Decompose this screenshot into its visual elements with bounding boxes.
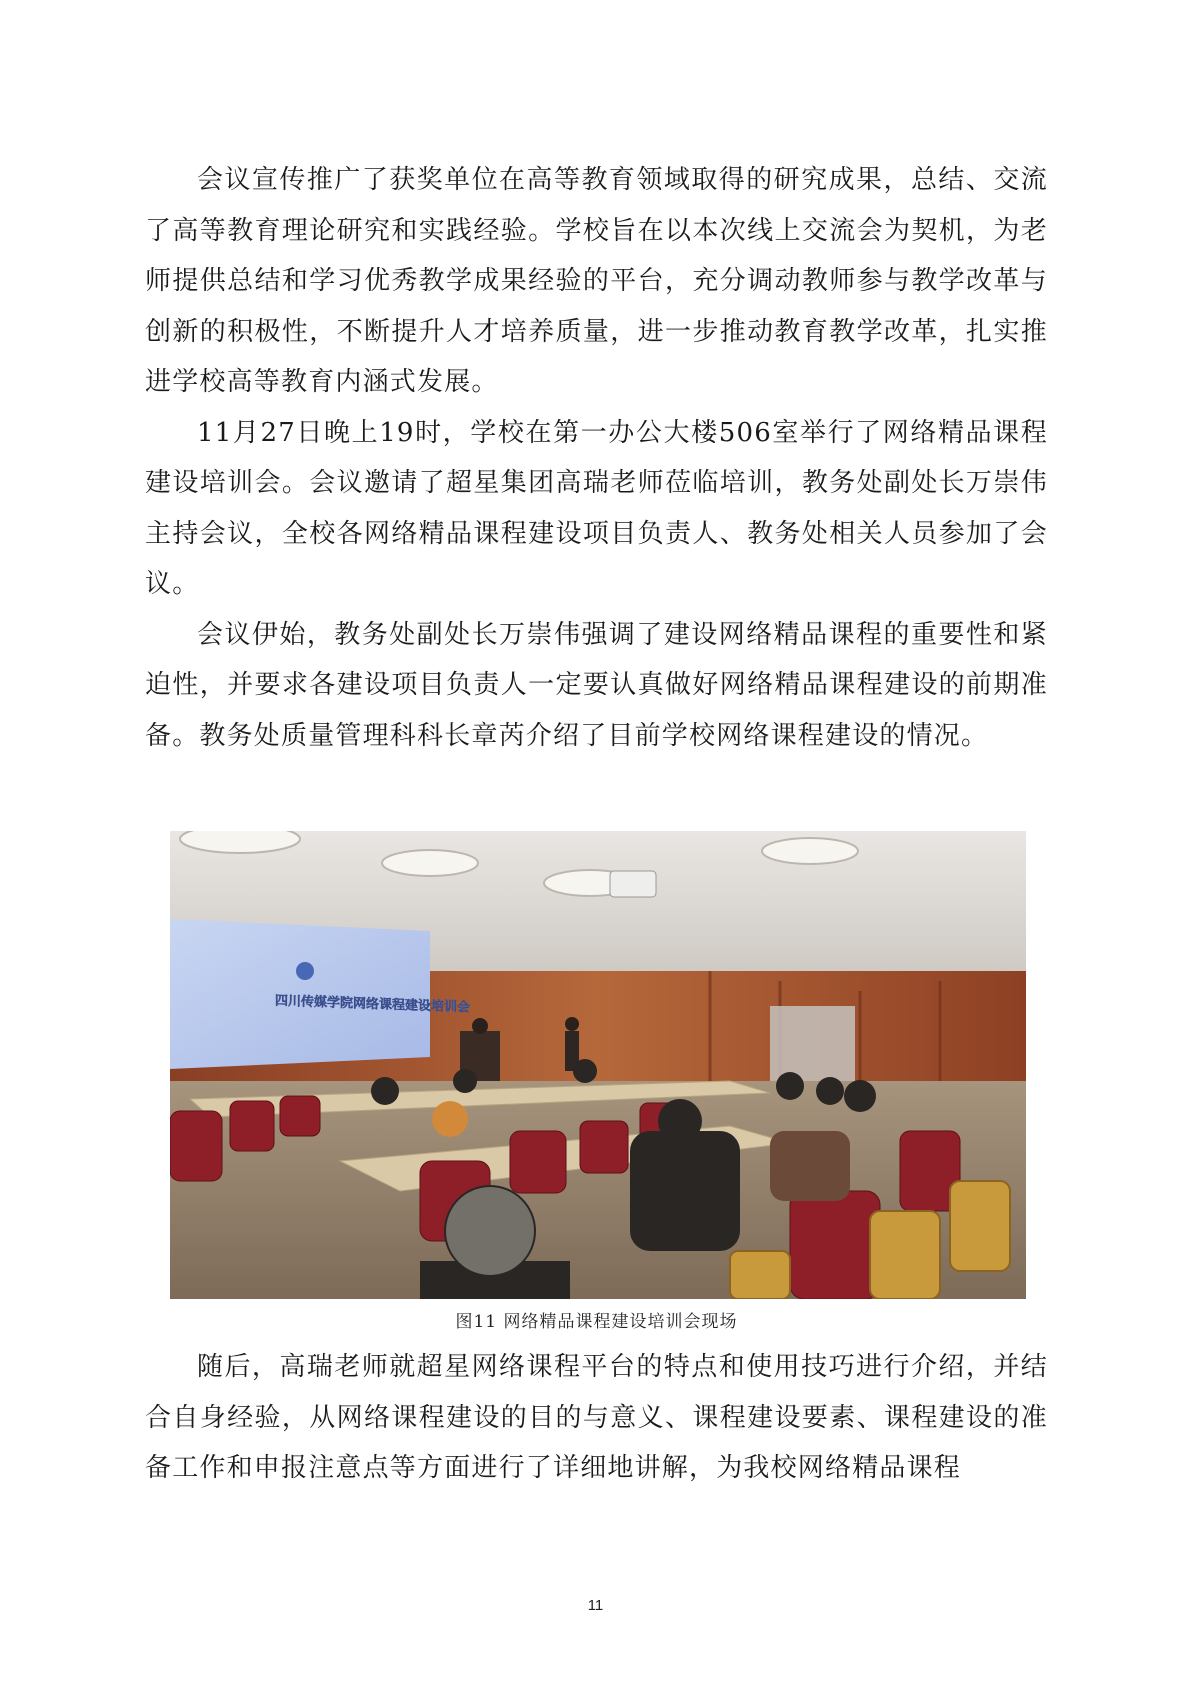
page-number: 11 — [587, 1597, 604, 1614]
screen-title: 四川传媒学院网络课程建设培训会 — [275, 993, 470, 1016]
meeting-photo — [170, 831, 1026, 1299]
paragraph-1: 会议宣传推广了获奖单位在高等教育领域取得的研究成果，总结、交流了高等教育理论研究和实践经验。学校旨在以本次线上交流会为契机，为老师提供总结和学习优秀教学成果经验的平台，充分调动教师参与教学改革与创新的积极性，不断提升人才培养质量，进一步推动教育教学改革，扎实推进学校高等教育内涵式发展。 — [145, 165, 1048, 397]
figure-caption: 图11 网络精品课程建设培训会现场 — [455, 1312, 738, 1332]
paragraph-3: 会议伊始，教务处副处长万崇伟强调了建设网络精品课程的重要性和紧迫性，并要求各建设项目负责人一定要认真做好网络精品课程建设的前期准备。教务处质量管理科科长章芮介绍了目前学校网络课程建设的情况。 — [145, 619, 1048, 751]
paragraph-4: 随后，高瑞老师就超星网络课程平台的特点和使用技巧进行介绍，并结合自身经验，从网络课程建设的目的与意义、课程建设要素、课程建设的准备工作和申报注意点等方面进行了详细地讲解，为我校网络精品课程 — [145, 1352, 1048, 1483]
main-text — [145, 155, 1048, 761]
paragraph-2: 11月27日晚上19时，学校在第一办公大楼506室举行了网络精品课程建设培训会。会议邀请了超星集团高瑞老师莅临培训，教务处副处长万崇伟主持会议，全校各网络精品课程建设项目负责人、教务处相关人员参加了会议。 — [145, 417, 1048, 599]
continued-text — [145, 1342, 1048, 1494]
